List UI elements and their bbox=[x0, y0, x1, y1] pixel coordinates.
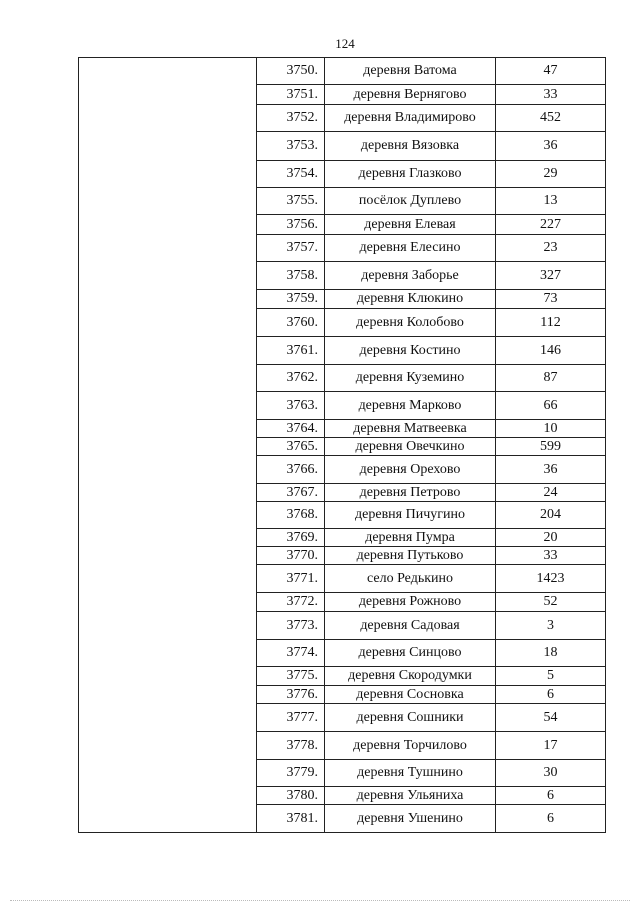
row-number: 3767. bbox=[257, 484, 325, 502]
settlement-name: деревня Петрово bbox=[325, 484, 496, 502]
settlements-table bbox=[78, 57, 606, 833]
population-value: 23 bbox=[496, 235, 606, 262]
population-value: 20 bbox=[496, 529, 606, 547]
population-value: 146 bbox=[496, 337, 606, 365]
row-number: 3764. bbox=[257, 420, 325, 438]
population-value: 5 bbox=[496, 667, 606, 686]
page-number: 124 bbox=[335, 36, 355, 51]
settlement-name: деревня Заборье bbox=[325, 262, 496, 290]
settlement-name: деревня Орехово bbox=[325, 456, 496, 484]
population-value: 1423 bbox=[496, 565, 606, 593]
population-value: 18 bbox=[496, 640, 606, 667]
settlement-name: село Редькино bbox=[325, 565, 496, 593]
row-number: 3772. bbox=[257, 593, 325, 612]
settlement-name: деревня Сошники bbox=[325, 704, 496, 732]
settlement-name: деревня Синцово bbox=[325, 640, 496, 667]
row-number: 3769. bbox=[257, 529, 325, 547]
settlement-name: деревня Владимирово bbox=[325, 105, 496, 132]
row-number: 3771. bbox=[257, 565, 325, 593]
row-number: 3763. bbox=[257, 392, 325, 420]
row-number: 3757. bbox=[257, 235, 325, 262]
population-value: 6 bbox=[496, 686, 606, 704]
row-number: 3750. bbox=[257, 58, 325, 85]
settlement-name: деревня Торчилово bbox=[325, 732, 496, 760]
population-value: 599 bbox=[496, 438, 606, 456]
district-cell bbox=[79, 58, 257, 833]
population-value: 52 bbox=[496, 593, 606, 612]
row-number: 3760. bbox=[257, 309, 325, 337]
row-number: 3754. bbox=[257, 161, 325, 188]
settlement-name: деревня Марково bbox=[325, 392, 496, 420]
row-number: 3779. bbox=[257, 760, 325, 787]
settlement-name: деревня Скородумки bbox=[325, 667, 496, 686]
row-number: 3775. bbox=[257, 667, 325, 686]
row-number: 3752. bbox=[257, 105, 325, 132]
population-value: 33 bbox=[496, 547, 606, 565]
settlement-name: деревня Елесино bbox=[325, 235, 496, 262]
row-number: 3762. bbox=[257, 365, 325, 392]
row-number: 3780. bbox=[257, 787, 325, 805]
population-value: 13 bbox=[496, 188, 606, 215]
population-value: 66 bbox=[496, 392, 606, 420]
population-value: 327 bbox=[496, 262, 606, 290]
row-number: 3766. bbox=[257, 456, 325, 484]
row-number: 3756. bbox=[257, 215, 325, 235]
table-body bbox=[79, 58, 606, 833]
population-value: 36 bbox=[496, 456, 606, 484]
population-value: 24 bbox=[496, 484, 606, 502]
row-number: 3759. bbox=[257, 290, 325, 309]
row-number: 3751. bbox=[257, 85, 325, 105]
population-value: 3 bbox=[496, 612, 606, 640]
row-number: 3777. bbox=[257, 704, 325, 732]
settlement-name: деревня Садовая bbox=[325, 612, 496, 640]
row-number: 3776. bbox=[257, 686, 325, 704]
row-number: 3765. bbox=[257, 438, 325, 456]
population-value: 227 bbox=[496, 215, 606, 235]
settlement-name: деревня Овечкино bbox=[325, 438, 496, 456]
settlement-name: деревня Вязовка bbox=[325, 132, 496, 161]
settlement-name: деревня Пичугино bbox=[325, 502, 496, 529]
settlement-name: деревня Елевая bbox=[325, 215, 496, 235]
scan-footer-mark bbox=[10, 898, 630, 901]
settlement-name: деревня Матвеевка bbox=[325, 420, 496, 438]
settlement-name: посёлок Дуплево bbox=[325, 188, 496, 215]
settlement-name: деревня Сосновка bbox=[325, 686, 496, 704]
population-value: 87 bbox=[496, 365, 606, 392]
row-number: 3770. bbox=[257, 547, 325, 565]
population-value: 36 bbox=[496, 132, 606, 161]
population-value: 10 bbox=[496, 420, 606, 438]
table-row bbox=[79, 58, 606, 85]
population-value: 54 bbox=[496, 704, 606, 732]
row-number: 3768. bbox=[257, 502, 325, 529]
settlement-name: деревня Куземино bbox=[325, 365, 496, 392]
settlement-name: деревня Ульяниха bbox=[325, 787, 496, 805]
settlement-name: деревня Костино bbox=[325, 337, 496, 365]
settlement-name: деревня Клюкино bbox=[325, 290, 496, 309]
population-value: 17 bbox=[496, 732, 606, 760]
row-number: 3758. bbox=[257, 262, 325, 290]
population-value: 204 bbox=[496, 502, 606, 529]
population-value: 452 bbox=[496, 105, 606, 132]
settlement-name: деревня Путьково bbox=[325, 547, 496, 565]
settlement-name: деревня Колобово bbox=[325, 309, 496, 337]
settlement-name: деревня Ватома bbox=[325, 58, 496, 85]
population-value: 47 bbox=[496, 58, 606, 85]
row-number: 3761. bbox=[257, 337, 325, 365]
settlement-name: деревня Рожново bbox=[325, 593, 496, 612]
population-value: 112 bbox=[496, 309, 606, 337]
row-number: 3778. bbox=[257, 732, 325, 760]
population-value: 6 bbox=[496, 805, 606, 833]
population-value: 6 bbox=[496, 787, 606, 805]
row-number: 3773. bbox=[257, 612, 325, 640]
settlement-name: деревня Вернягово bbox=[325, 85, 496, 105]
population-value: 73 bbox=[496, 290, 606, 309]
population-value: 33 bbox=[496, 85, 606, 105]
row-number: 3753. bbox=[257, 132, 325, 161]
settlement-name: деревня Пумра bbox=[325, 529, 496, 547]
row-number: 3774. bbox=[257, 640, 325, 667]
population-value: 30 bbox=[496, 760, 606, 787]
settlement-name: деревня Ушенино bbox=[325, 805, 496, 833]
row-number: 3781. bbox=[257, 805, 325, 833]
settlement-name: деревня Тушнино bbox=[325, 760, 496, 787]
row-number: 3755. bbox=[257, 188, 325, 215]
population-value: 29 bbox=[496, 161, 606, 188]
settlement-name: деревня Глазково bbox=[325, 161, 496, 188]
